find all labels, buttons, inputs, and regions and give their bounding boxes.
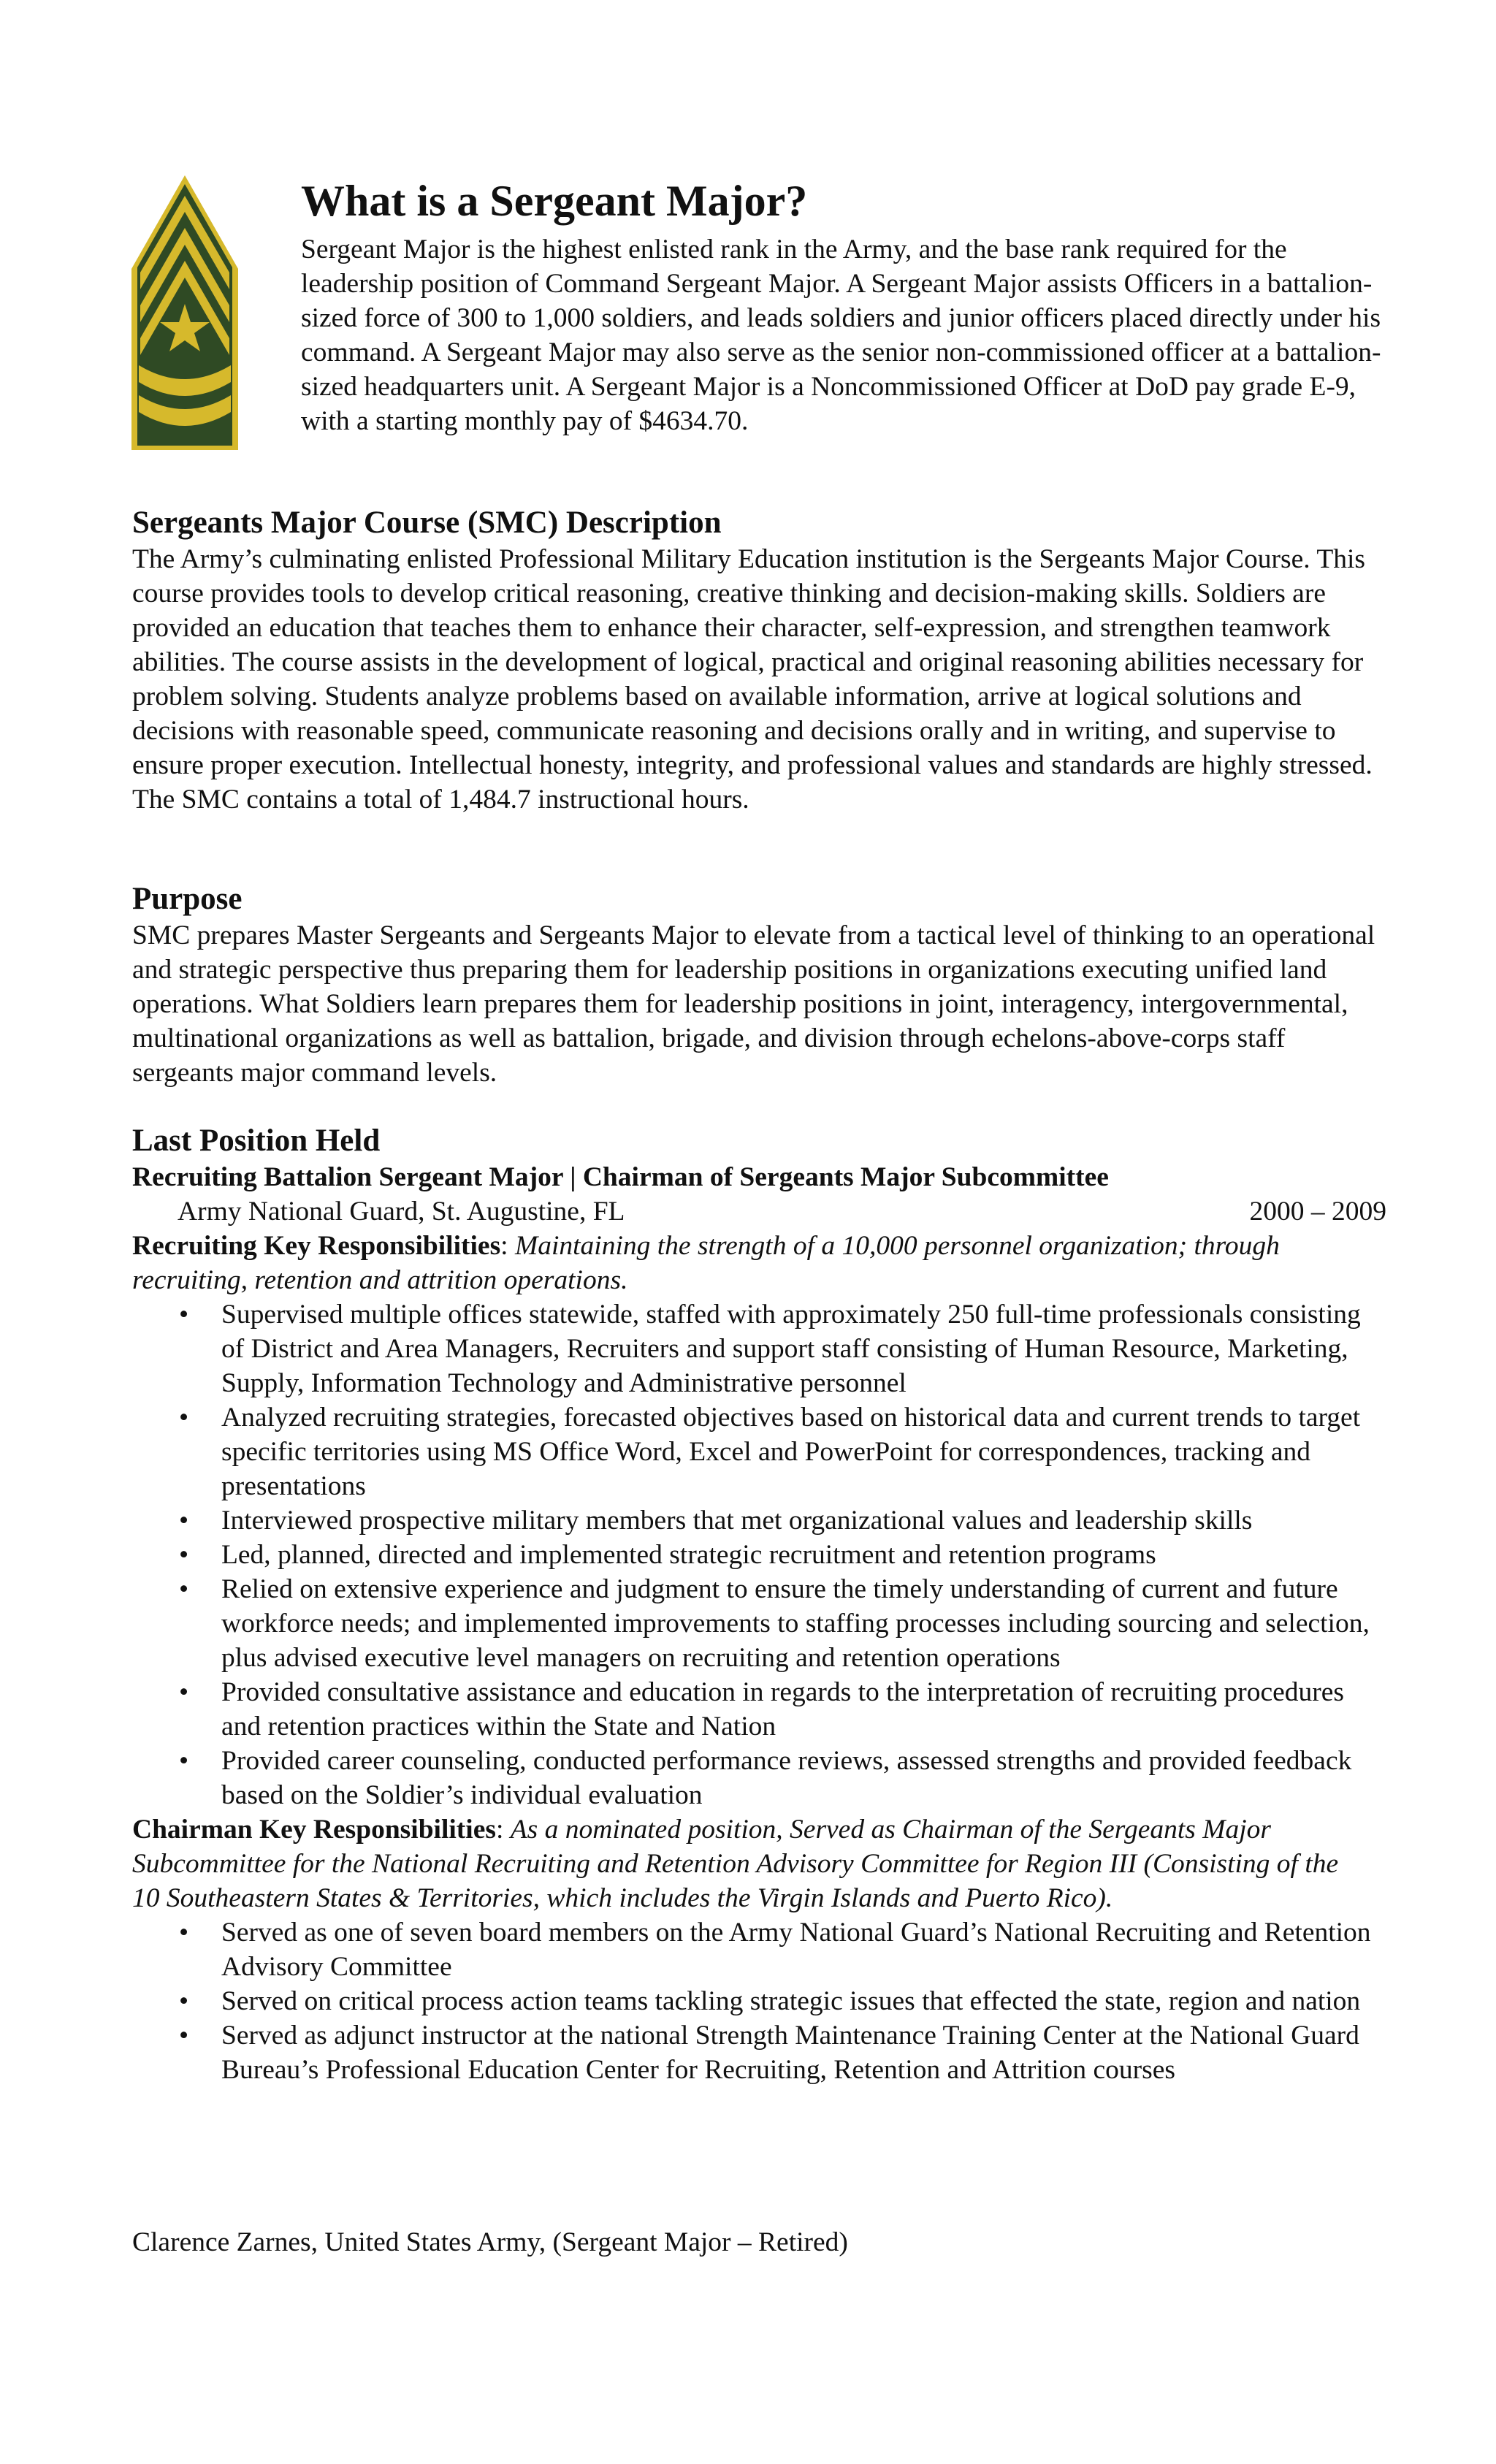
bullet-icon: • [179, 1677, 189, 1707]
bullet-icon: • [179, 1403, 189, 1433]
recruiting-label: Recruiting Key Responsibilities [132, 1231, 501, 1261]
position-organization: Army National Guard, St. Augustine, FL [178, 1197, 625, 1227]
bullet-icon: • [179, 1300, 189, 1330]
last-position-heading: Last Position Held [132, 1124, 381, 1158]
bullet-icon: • [179, 1540, 189, 1570]
last-position-section [132, 1122, 1389, 2087]
smc-section [132, 504, 1389, 817]
chairman-summary: As a nominated position, Served as Chairman of the Sergeants Major Subcommittee for the National Recruiting and Retention Advisory Committee for Region III (Consisting of the 10 Southeastern States & Territories, which includes the Virgin Islands and Puerto Rico). [132, 1815, 1339, 1913]
purpose-heading: Purpose [132, 882, 243, 916]
position-dates: 2000 – 2009 [1249, 1197, 1386, 1227]
position-org-row [178, 1194, 1386, 1229]
recruiting-bullet-list [178, 1297, 1386, 1812]
footer-signature: Clarence Zarnes, United States Army, (Sergeant Major – Retired) [132, 2227, 848, 2257]
bullet-icon: • [179, 2021, 189, 2051]
sergeant-major-insignia-icon [130, 174, 240, 450]
list-item: • Interviewed prospective military members that met organizational values and leadership skills [178, 1503, 1386, 1538]
bullet-icon: • [179, 1986, 189, 2016]
smc-body: The Army’s culminating enlisted Professional Military Education institution is the Sergeants Major Course. This course provides tools to develop critical reasoning, creative thinking and decision-making skills. Soldiers are provided an education that teaches them to enhance their character, self-expression, and strengthen teamwork abilities. The course assists in the development of logical, practical and original reasoning abilities necessary for problem solving. Students analyze problems based on available information, arrive at logical solutions and decisions with reasonable speed, communicate reasoning and decisions orally and in writing, and supervise to ensure proper execution. Intellectual honesty, integrity, and professional values and standards are highly stressed. The SMC contains a total of 1,484.7 instructional hours. [132, 544, 1373, 815]
bullet-icon: • [179, 1506, 189, 1536]
chairman-label: Chairman Key Responsibilities [132, 1815, 496, 1845]
chairman-responsibilities: Chairman Key Responsibilities: As a nominated position, Served as Chairman of the Sergeants Major Subcommittee for the National Recruiting and Retention Advisory Committee for Region III (Consisting of the 10 Southeastern States & Territories, which includes the Virgin Islands and Puerto Rico). [132, 1815, 1339, 1913]
list-item: • Analyzed recruiting strategies, forecasted objectives based on historical data and current trends to target specific territories using MS Office Word, Excel and PowerPoint for correspondences, tracking and presentations [178, 1400, 1386, 1503]
page-title: What is a Sergeant Major? [301, 177, 808, 225]
list-item: • Relied on extensive experience and judgment to ensure the timely understanding of current and future workforce needs; and implemented improvements to staffing processes including sourcing and selection, plus advised executive level managers on recruiting and retention operations [178, 1572, 1386, 1675]
list-item: • Provided career counseling, conducted performance reviews, assessed strengths and provided feedback based on the Soldier’s individual evaluation [178, 1744, 1386, 1812]
list-item: • Supervised multiple offices statewide, staffed with approximately 250 full-time professionals consisting of District and Area Managers, Recruiters and support staff consisting of Human Resource, Marketing, Supply, Information Technology and Administrative personnel [178, 1297, 1386, 1400]
purpose-section [132, 880, 1389, 1090]
recruiting-responsibilities: Recruiting Key Responsibilities: Maintaining the strength of a 10,000 personnel organization; through recruiting, retention and attrition operations. [132, 1231, 1280, 1295]
recruiting-summary: Maintaining the strength of a 10,000 personnel organization; through recruiting, retention and attrition operations. [132, 1231, 1280, 1295]
bullet-icon: • [179, 1746, 189, 1776]
position-role: Recruiting Battalion Sergeant Major | Chairman of Sergeants Major Subcommittee [132, 1162, 1109, 1192]
chairman-bullet-list [178, 1915, 1386, 2087]
list-item: • Led, planned, directed and implemented strategic recruitment and retention programs [178, 1538, 1386, 1572]
bullet-icon: • [179, 1574, 189, 1604]
list-item: • Provided consultative assistance and education in regards to the interpretation of recruiting procedures and retention practices within the State and Nation [178, 1675, 1386, 1744]
bullet-icon: • [179, 1918, 189, 1948]
list-item: • Served on critical process action teams tackling strategic issues that effected the state, region and nation [178, 1984, 1386, 2018]
intro-paragraph: Sergeant Major is the highest enlisted rank in the Army, and the base rank required for the leadership position of Command Sergeant Major. A Sergeant Major assists Officers in a battalion-sized force of 300 to 1,000 soldiers, and leads soldiers and junior officers placed directly under his command. A Sergeant Major may also serve as the senior non-commissioned officer at a battalion-sized headquarters unit. A Sergeant Major is a Noncommissioned Officer at DoD pay grade E-9, with a starting monthly pay of $4634.70. [301, 234, 1381, 436]
purpose-body: SMC prepares Master Sergeants and Sergeants Major to elevate from a tactical level of thinking to an operational and strategic perspective thus preparing them for leadership positions in organizations executing unified land operations. What Soldiers learn prepares them for leadership positions in joint, interagency, intergovernmental, multinational organizations as well as battalion, brigade, and division through echelons-above-corps staff sergeants major command levels. [132, 920, 1375, 1088]
list-item: • Served as adjunct instructor at the national Strength Maintenance Training Center at the National Guard Bureau’s Professional Education Center for Recruiting, Retention and Attrition courses [178, 2018, 1386, 2087]
list-item: • Served as one of seven board members on the Army National Guard’s National Recruiting and Retention Advisory Committee [178, 1915, 1386, 1984]
smc-heading: Sergeants Major Course (SMC) Description [132, 506, 722, 540]
